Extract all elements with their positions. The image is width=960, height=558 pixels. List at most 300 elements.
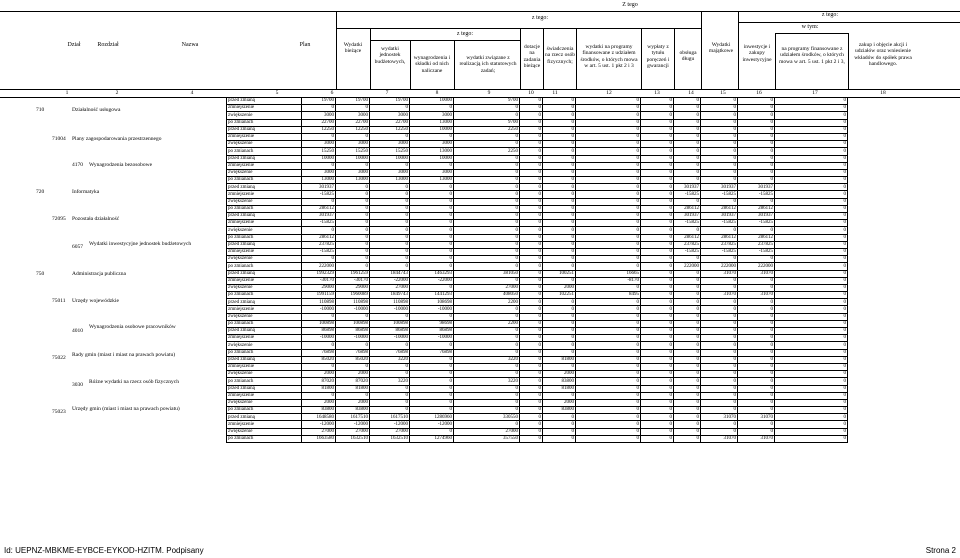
table-cell: 0	[520, 407, 543, 414]
table-cell: 0	[370, 363, 410, 370]
table-cell: 0	[738, 313, 775, 320]
table-cell: 0	[454, 335, 520, 342]
table-cell: 0	[302, 105, 336, 112]
table-cell: 0	[701, 169, 738, 176]
table-cell: 0	[701, 162, 738, 169]
table-cell: 2250	[454, 126, 520, 133]
table-cell: 0	[370, 220, 410, 227]
table-row	[227, 363, 960, 370]
table-cell: 31070	[701, 414, 738, 421]
dzial-code: 750	[36, 271, 45, 277]
table-cell: 0	[410, 184, 454, 191]
divider	[520, 28, 521, 89]
table-cell: -10000	[302, 335, 336, 342]
table-cell: 0	[775, 141, 848, 148]
rozdzial-code: 75022	[52, 355, 66, 361]
col-number: 17	[812, 90, 818, 96]
table-row	[227, 241, 960, 248]
table-row	[227, 169, 960, 176]
table-cell: 0	[641, 191, 674, 198]
header-wynagrodzenia: wynagrodzenia i składki od nich naliczane	[413, 55, 451, 74]
table-cell: 2000	[543, 371, 576, 378]
table-cell: 0	[454, 241, 520, 248]
table-cell: 0	[576, 227, 641, 234]
table-cell: 0	[520, 198, 543, 205]
table-cell: 83800	[302, 407, 336, 414]
table-cell: 0	[775, 342, 848, 349]
table-cell: 81800	[543, 385, 576, 392]
table-cell: 1960089	[336, 292, 370, 299]
rozdzial-code: 75011	[52, 298, 66, 304]
table-cell: 0	[576, 234, 641, 241]
table-cell: 13000	[410, 148, 454, 155]
table-cell: 0	[520, 248, 543, 255]
table-row	[227, 126, 960, 133]
table-cell: 0	[302, 198, 336, 205]
table-cell: 0	[543, 191, 576, 198]
table-cell: -15825	[738, 191, 775, 198]
table-cell: 0	[641, 378, 674, 385]
table-row	[227, 320, 960, 327]
table-cell: 0	[520, 119, 543, 126]
row-label: po zmianach	[227, 263, 302, 270]
table-row	[227, 112, 960, 119]
unit-label: Urzędy gmin (miast i miast na prawach powiatu)	[72, 406, 180, 412]
table-cell: 81800	[543, 356, 576, 363]
table-cell: 0	[520, 306, 543, 313]
table-cell: 3000	[302, 141, 336, 148]
table-cell: 0	[674, 98, 701, 105]
table-cell: 0	[674, 421, 701, 428]
divider	[738, 22, 960, 23]
table-cell: 0	[520, 162, 543, 169]
row-label: zwiększenie	[227, 371, 302, 378]
table-row	[227, 119, 960, 126]
table-row	[227, 213, 960, 220]
table-cell: 0	[410, 263, 454, 270]
table-cell: 0	[576, 205, 641, 212]
table-row	[227, 421, 960, 428]
table-cell: 0	[520, 356, 543, 363]
table-cell: 0	[641, 399, 674, 406]
table-cell: 108698	[410, 299, 454, 306]
table-cell: 357550	[454, 435, 520, 442]
table-cell: 0	[641, 284, 674, 291]
table-row	[227, 284, 960, 291]
table-cell: 0	[543, 313, 576, 320]
table-cell: 0	[370, 263, 410, 270]
table-cell: 0	[701, 356, 738, 363]
table-cell: -10000	[370, 306, 410, 313]
table-cell: 0	[641, 335, 674, 342]
table-cell: 286112	[302, 205, 336, 212]
header-wydatki-programy: wydatki na programy finansowane z udziałem środków, o których mowa w art. 5 ust. 1 pkt 2 i 3	[580, 44, 638, 69]
divider	[674, 28, 675, 89]
table-cell: 0	[674, 299, 701, 306]
table-cell: 0	[520, 270, 543, 277]
table-cell: 0	[454, 407, 520, 414]
unit-label: Wynagrodzenia bezosobowe	[89, 162, 153, 168]
header-wydatki-majatkowe: Wydatki majątkowe	[708, 42, 734, 55]
table-cell: 0	[641, 313, 674, 320]
row-label: przed zmianą	[227, 414, 302, 421]
table-row	[227, 220, 960, 227]
table-row	[227, 133, 960, 140]
table-cell: 0	[520, 184, 543, 191]
table-cell: 0	[775, 299, 848, 306]
table-cell: 0	[701, 112, 738, 119]
row-label: po zmianach	[227, 435, 302, 442]
table-cell: 10000	[410, 126, 454, 133]
table-cell: 0	[520, 292, 543, 299]
table-cell: 0	[543, 205, 576, 212]
table-cell: 0	[775, 371, 848, 378]
table-cell: 0	[370, 392, 410, 399]
table-cell: 0	[576, 328, 641, 335]
table-cell: 12250	[302, 126, 336, 133]
table-cell: 0	[738, 227, 775, 234]
table-cell: 0	[543, 184, 576, 191]
header-nazwa: Nazwa	[181, 42, 199, 48]
row-label: przed zmianą	[227, 213, 302, 220]
table-cell: 76898	[336, 349, 370, 356]
table-cell: 286112	[674, 234, 701, 241]
table-cell: 110898	[370, 299, 410, 306]
divider	[641, 28, 642, 89]
table-cell: 0	[302, 227, 336, 234]
table-cell: 0	[454, 328, 520, 335]
table-cell: 0	[641, 306, 674, 313]
row-label: zwiększenie	[227, 428, 302, 435]
table-cell: 0	[674, 162, 701, 169]
table-cell: -15825	[738, 248, 775, 255]
table-cell: 9700	[454, 119, 520, 126]
table-cell: 83800	[543, 378, 576, 385]
table-cell: 0	[576, 363, 641, 370]
table-cell: 0	[454, 112, 520, 119]
row-label: zmniejszenie	[227, 220, 302, 227]
table-cell: 0	[520, 277, 543, 284]
table-cell: 0	[641, 356, 674, 363]
col-number: 4	[190, 90, 194, 96]
table-cell: 0	[576, 385, 641, 392]
table-cell: 0	[336, 342, 370, 349]
table-cell: 0	[454, 248, 520, 255]
divider	[370, 40, 520, 41]
header-plan: Plan	[299, 42, 311, 48]
table-cell: 0	[520, 126, 543, 133]
table-cell: 0	[454, 155, 520, 162]
row-label: zmniejszenie	[227, 306, 302, 313]
table-cell: 0	[302, 162, 336, 169]
table-cell: 0	[543, 169, 576, 176]
table-cell: 0	[738, 277, 775, 284]
table-cell: 0	[543, 220, 576, 227]
table-cell: 286112	[701, 205, 738, 212]
table-cell: 0	[641, 349, 674, 356]
header-dotacje: dotacje na zadania bieżące	[523, 44, 541, 69]
table-cell: 0	[641, 234, 674, 241]
table-cell: 0	[520, 320, 543, 327]
table-row	[227, 148, 960, 155]
row-label: zmniejszenie	[227, 105, 302, 112]
table-cell: 286112	[701, 234, 738, 241]
table-cell: 0	[674, 371, 701, 378]
table-cell: 1992329	[302, 270, 336, 277]
table-cell: 0	[520, 205, 543, 212]
table-cell: 0	[410, 133, 454, 140]
table-cell: 16665	[576, 270, 641, 277]
table-cell: 0	[520, 284, 543, 291]
table-cell: 0	[520, 378, 543, 385]
table-cell: 0	[576, 378, 641, 385]
table-cell: 0	[641, 155, 674, 162]
table-cell: 0	[701, 177, 738, 184]
table-cell: 0	[775, 248, 848, 255]
table-cell: 1286960	[410, 414, 454, 421]
header-wyplaty: wypłaty z tytułu poręczeń i gwarancji	[646, 44, 670, 69]
row-label: przed zmianą	[227, 328, 302, 335]
table-cell: 0	[543, 306, 576, 313]
table-cell: 0	[775, 169, 848, 176]
table-cell: 0	[701, 399, 738, 406]
table-cell: 0	[641, 169, 674, 176]
table-row	[227, 198, 960, 205]
table-cell: 0	[576, 184, 641, 191]
table-cell: 0	[641, 184, 674, 191]
table-cell: 0	[576, 162, 641, 169]
table-cell: 0	[701, 98, 738, 105]
table-cell: 2000	[302, 399, 336, 406]
col-number: 16	[756, 90, 762, 96]
z-tego-b: z tego:	[456, 31, 474, 37]
table-cell: 0	[302, 342, 336, 349]
row-label: przed zmianą	[227, 184, 302, 191]
table-cell: 0	[520, 342, 543, 349]
table-cell: 0	[410, 227, 454, 234]
table-cell: 3220	[370, 356, 410, 363]
table-cell: 0	[576, 112, 641, 119]
unit-label: Pozostała działalność	[72, 216, 120, 222]
table-cell: 0	[641, 198, 674, 205]
table-cell: 0	[674, 435, 701, 442]
table-cell: 0	[520, 421, 543, 428]
table-cell: 9700	[454, 98, 520, 105]
table-cell: 0	[701, 277, 738, 284]
table-cell: 0	[674, 112, 701, 119]
row-label: po zmianach	[227, 177, 302, 184]
table-cell: 3000	[410, 141, 454, 148]
table-cell: 0	[775, 241, 848, 248]
table-cell: 13000	[410, 119, 454, 126]
table-cell: 0	[370, 105, 410, 112]
header-zakup-objecie: zakup i objęcie akcji i udziałów oraz wniesienie wkładów do spółek prawa handlowego.	[854, 42, 912, 67]
table-cell: 0	[410, 371, 454, 378]
table-cell: -8170	[576, 277, 641, 284]
row-label: przed zmianą	[227, 385, 302, 392]
table-cell: 0	[738, 177, 775, 184]
table-cell: 0	[641, 98, 674, 105]
table-cell: 0	[775, 263, 848, 270]
table-cell: 0	[336, 241, 370, 248]
table-cell: 0	[576, 349, 641, 356]
row-label: po zmianach	[227, 349, 302, 356]
table-cell: 0	[336, 133, 370, 140]
table-cell: 1632510	[370, 435, 410, 442]
table-cell: 0	[576, 371, 641, 378]
paragraph-code: 3030	[72, 382, 83, 388]
row-label: po zmianach	[227, 119, 302, 126]
table-cell: 0	[576, 356, 641, 363]
table-cell: 408050	[454, 292, 520, 299]
row-label: przed zmianą	[227, 126, 302, 133]
table-cell: 0	[641, 328, 674, 335]
table-cell: 0	[775, 313, 848, 320]
table-cell: 0	[775, 148, 848, 155]
table-cell: 286112	[738, 234, 775, 241]
paragraph-code: 6057	[72, 244, 83, 250]
header-dzial: Dział	[67, 42, 81, 48]
table-cell: 0	[520, 385, 543, 392]
unit-label: Wydatki inwestycyjne jednostek budżetowych	[89, 241, 192, 247]
row-label: zwiększenie	[227, 141, 302, 148]
table-cell: 81800	[302, 385, 336, 392]
table-cell: 0	[738, 342, 775, 349]
table-cell: 0	[520, 169, 543, 176]
table-cell: -15825	[701, 191, 738, 198]
table-row	[227, 335, 960, 342]
table-cell: 0	[738, 256, 775, 263]
table-cell: 0	[454, 220, 520, 227]
w-tym: w tym:	[801, 24, 819, 30]
table-cell: 0	[454, 213, 520, 220]
table-cell: 0	[701, 126, 738, 133]
table-cell: 12250	[370, 126, 410, 133]
table-cell: 0	[336, 313, 370, 320]
table-cell: 0	[410, 256, 454, 263]
table-cell: -15825	[701, 220, 738, 227]
table-cell: 0	[520, 392, 543, 399]
table-cell: 0	[336, 205, 370, 212]
table-cell: 0	[576, 220, 641, 227]
divider	[738, 12, 739, 89]
header-obsluga: obsługa długu	[679, 50, 697, 63]
table-cell: 0	[576, 169, 641, 176]
table-cell: 3000	[370, 169, 410, 176]
table-cell: 0	[701, 371, 738, 378]
table-cell: 98698	[410, 320, 454, 327]
table-cell: 0	[370, 342, 410, 349]
table-cell: 0	[454, 313, 520, 320]
table-cell: 0	[775, 399, 848, 406]
table-cell: 0	[775, 349, 848, 356]
table-cell: 0	[641, 112, 674, 119]
table-cell: 0	[370, 234, 410, 241]
table-cell: 0	[775, 320, 848, 327]
table-cell: 10000	[336, 155, 370, 162]
table-cell: 0	[674, 392, 701, 399]
header-na-programy: na programy finansowane z udziałem środków, o których mowa w art. 5 ust. 1 pkt 2 i 3,	[779, 46, 845, 65]
table-cell: 0	[674, 378, 701, 385]
table-cell: 0	[454, 392, 520, 399]
table-cell: 0	[543, 162, 576, 169]
table-cell: 0	[410, 399, 454, 406]
divider	[336, 28, 701, 29]
table-cell: 0	[775, 356, 848, 363]
table-cell: 0	[674, 328, 701, 335]
table-cell: 0	[775, 98, 848, 105]
table-cell: 0	[543, 414, 576, 421]
table-cell: 0	[454, 349, 520, 356]
divider	[848, 33, 849, 89]
table-cell: 31070	[738, 270, 775, 277]
table-cell: 0	[641, 162, 674, 169]
table-cell: 2200	[454, 299, 520, 306]
table-cell: 0	[410, 407, 454, 414]
table-cell: 222000	[701, 263, 738, 270]
table-cell: 0	[641, 119, 674, 126]
table-cell: 0	[701, 133, 738, 140]
table-cell: 0	[576, 98, 641, 105]
table-cell: 0	[520, 263, 543, 270]
table-cell: 12250	[336, 126, 370, 133]
table-cell: 0	[576, 133, 641, 140]
table-cell: 0	[454, 177, 520, 184]
row-label: zmniejszenie	[227, 421, 302, 428]
table-cell: 102251	[543, 292, 576, 299]
z-tego-main: Z tego	[622, 2, 638, 8]
table-cell: 0	[738, 155, 775, 162]
table-cell: 76898	[302, 349, 336, 356]
table-cell: 87020	[336, 378, 370, 385]
table-cell: -15825	[674, 220, 701, 227]
table-cell: 0	[370, 399, 410, 406]
table-cell: 85020	[336, 356, 370, 363]
table-cell: 100251	[543, 270, 576, 277]
table-cell: 86898	[336, 328, 370, 335]
table-cell: 0	[576, 213, 641, 220]
table-cell: 237825	[302, 241, 336, 248]
table-cell: 0	[336, 220, 370, 227]
table-cell: 0	[674, 407, 701, 414]
table-cell: 0	[738, 378, 775, 385]
table-cell: 19700	[370, 98, 410, 105]
table-cell: 0	[674, 198, 701, 205]
row-label: przed zmianą	[227, 299, 302, 306]
table-row	[227, 407, 960, 414]
table-cell: 27000	[370, 428, 410, 435]
table-cell: 0	[410, 428, 454, 435]
table-cell: 0	[674, 320, 701, 327]
table-cell: 10000	[370, 155, 410, 162]
table-cell: 0	[641, 292, 674, 299]
table-cell: 0	[701, 428, 738, 435]
table-cell: 0	[738, 141, 775, 148]
table-cell: 0	[410, 385, 454, 392]
table-cell: 0	[775, 220, 848, 227]
table-cell: 0	[738, 320, 775, 327]
row-label: zmniejszenie	[227, 191, 302, 198]
table-row	[227, 356, 960, 363]
table-cell: 1274960	[410, 435, 454, 442]
row-label: zwiększenie	[227, 198, 302, 205]
table-cell: 0	[674, 342, 701, 349]
rozdzial-code: 71004	[52, 136, 66, 142]
table-cell: 8495	[576, 292, 641, 299]
table-cell: 0	[738, 392, 775, 399]
table-cell: 0	[775, 363, 848, 370]
table-cell: 0	[775, 328, 848, 335]
